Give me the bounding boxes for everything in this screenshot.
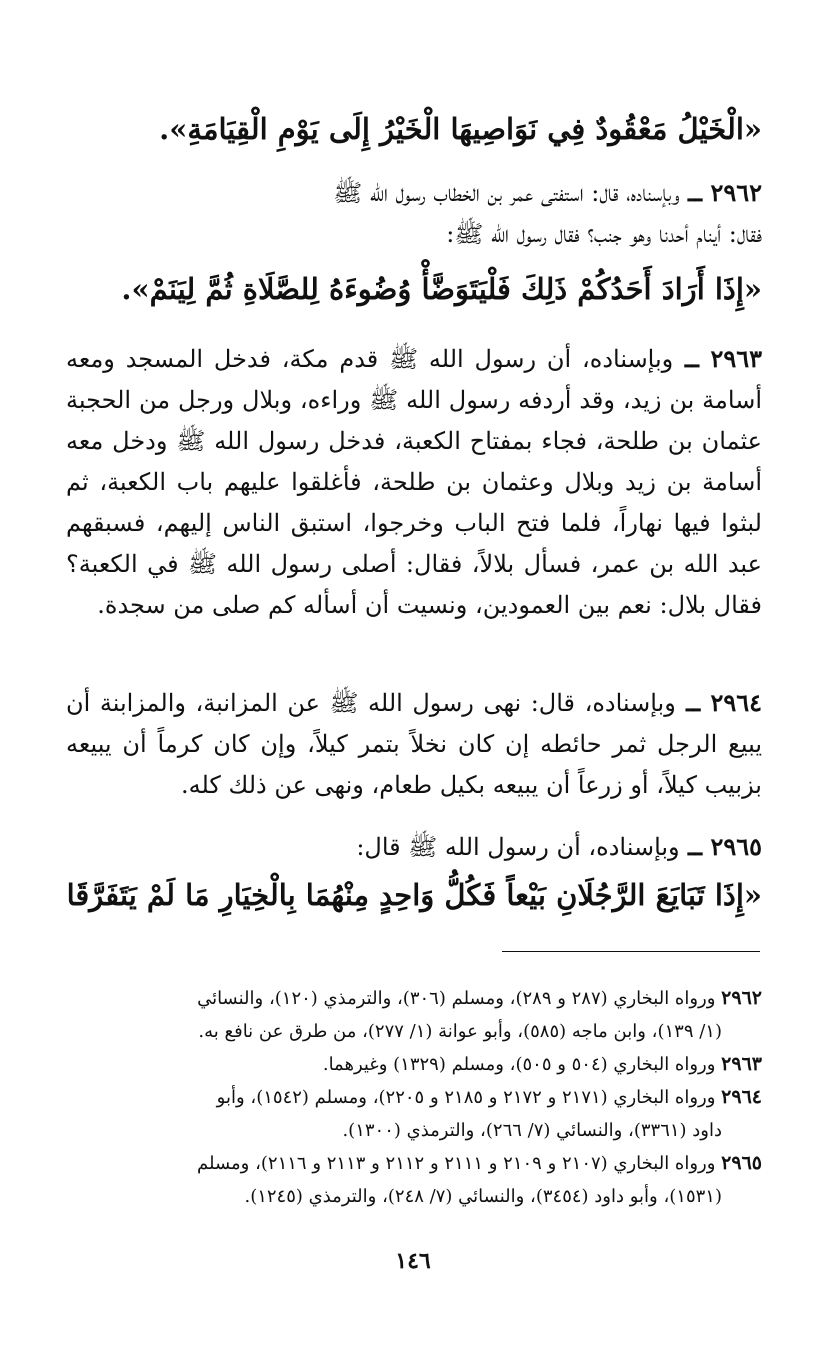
hadith-dash: ــ bbox=[673, 344, 711, 373]
hadith-text: وبإسناده، قال: استفتى عمر بن الخطاب رسول الله ﷺ bbox=[333, 179, 680, 207]
hadith-dash: ــ bbox=[679, 178, 711, 207]
quote-2961-end: «الْخَيْلُ مَعْقُودٌ فِي نَوَاصِيهَا الْخَيْرُ إِلَى يَوْمِ الْقِيَامَةِ». bbox=[159, 112, 762, 146]
footnote-2965 bbox=[66, 1147, 762, 1180]
hadith-2962-line-1 bbox=[66, 172, 762, 214]
hadith-2962 bbox=[66, 172, 762, 255]
hadith-2962-quote: «إِذَا أَرَادَ أَحَدُكُمْ ذَلِكَ فَلْيَتَوَضَّأْ وُضُوءَهُ لِلصَّلَاةِ ثُمَّ لِيَنَمْ». bbox=[121, 272, 762, 306]
footnote-text: ورواه البخاري (٥٠٤ و ٥٠٥)، ومسلم (١٣٢٩) وغيرهما. bbox=[322, 1054, 716, 1075]
hadith-2965 bbox=[66, 826, 762, 868]
footnote-2964-continued: داود (٣٣٦١)، والنسائي (٧/ ٢٦٦)، والترمذي (١٣٠٠). bbox=[342, 1120, 722, 1141]
hadith-2962-line-2: فقال: أينام أحدنا وهو جنب؟ فقال رسول الله ﷺ: bbox=[446, 220, 762, 248]
hadith-number: ٢٩٦٥ bbox=[710, 832, 762, 861]
hadith-2963 bbox=[66, 338, 762, 626]
hadith-text: وبإسناده، أن رسول الله ﷺ قدم مكة، فدخل المسجد ومعه أسامة بن زيد، وقد أردفه رسول الله ﷺ وراءه، وبلال ورجل من الحجبة عثمان بن طلحة، فجاء بمفتاح الكعبة، فدخل رسول الله ﷺ ودخل معه أسامة بن زيد وبلال وعثمان بن طلحة، فأغلقوا عليهم باب الكعبة، ثم لبثوا فيها نهاراً، فلما فتح الباب وخرجوا، استبق الناس إليهم، فسبقهم عبد الله بن عمر، فسأل بلالاً، فقال: أصلى رسول الله ﷺ في الكعبة؟ فقال بلال: نعم بين العمودين، ونسيت أن أسأله كم صلى من سجدة. bbox=[66, 345, 762, 619]
footnotes bbox=[66, 982, 762, 1213]
hadith-2964 bbox=[66, 682, 762, 806]
footnote-number: ٢٩٦٥ bbox=[721, 1152, 762, 1174]
footnote-2962-continued: (١/ ١٣٩)، وابن ماجه (٥٨٥)، وأبو عوانة (١/ ٢٧٧)، من طرق عن نافع به. bbox=[198, 1021, 722, 1042]
hadith-text: وبإسناده، أن رسول الله ﷺ قال: bbox=[356, 833, 680, 861]
hadith-text: وبإسناده، قال: نهى رسول الله ﷺ عن المزانبة، والمزابنة أن يبيع الرجل ثمر حائطه إن كان نخلاً بتمر كيلاً، وإن كان كرماً أن يبيعه بزبيب كيلاً، أو زرعاً أن يبيعه بكيل طعام، ونهى عن ذلك كله. bbox=[66, 689, 762, 799]
footnote-text: ورواه البخاري (٢١٠٧ و ٢١٠٩ و ٢١١١ و ٢١١٢ و ٢١١٣ و ٢١١٦)، ومسلم bbox=[197, 1153, 716, 1174]
hadith-dash: ــ bbox=[679, 832, 711, 861]
footnote-text: ورواه البخاري (٢٨٧ و ٢٨٩)، ومسلم (٣٠٦)، والترمذي (١٢٠)، والنسائي bbox=[197, 988, 716, 1009]
footnote-number: ٢٩٦٢ bbox=[721, 987, 762, 1009]
footnote-2962 bbox=[66, 982, 762, 1015]
footnote-2965-continued: (١٥٣١)، وأبو داود (٣٤٥٤)، والنسائي (٧/ ٢٤٨)، والترمذي (١٢٤٥). bbox=[244, 1186, 722, 1207]
hadith-dash: ــ bbox=[675, 688, 711, 717]
footnote-separator bbox=[502, 951, 760, 952]
footnote-number: ٢٩٦٤ bbox=[721, 1086, 762, 1108]
footnote-number: ٢٩٦٣ bbox=[721, 1053, 762, 1075]
hadith-number: ٢٩٦٣ bbox=[710, 344, 762, 373]
footnote-text: ورواه البخاري (٢١٧١ و ٢١٧٢ و ٢١٨٥ و ٢٢٠٥)، ومسلم (١٥٤٢)، وأبو bbox=[216, 1087, 716, 1108]
hadith-number: ٢٩٦٢ bbox=[710, 178, 762, 207]
hadith-2965-quote: «إِذَا تَبَايَعَ الرَّجُلَانِ بَيْعاً فَكُلُّ وَاحِدٍ مِنْهُمَا بِالْخِيَارِ مَا لَمْ يَتَفَرَّقَا bbox=[66, 878, 762, 912]
hadith-number: ٢٩٦٤ bbox=[710, 688, 762, 717]
footnote-2964 bbox=[66, 1081, 762, 1114]
footnote-2963 bbox=[66, 1048, 762, 1081]
page-number: ١٤٦ bbox=[395, 1248, 431, 1274]
